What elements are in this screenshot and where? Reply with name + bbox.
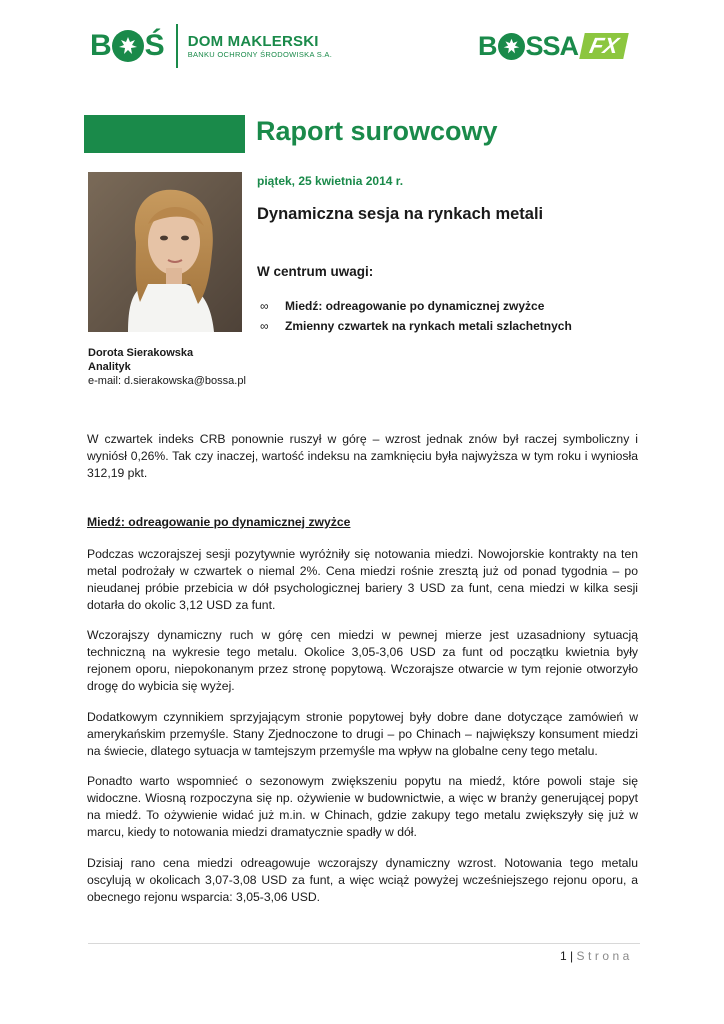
- body-paragraph: Wczorajszy dynamiczny ruch w górę cen miedzi w pewnej mierze jest uzasadniony sytuacją techniczną na wykresie tego metalu. Okolice 3,05-3,06 USD za funt od początku kwietnia były rejonem oporu, niepokonanym przez stronę popytową. Wczorajsze otwarcie w tym rejonie otworzyło drogę do wybicia się wyżej.: [87, 628, 638, 693]
- title-accent-bar: [84, 115, 245, 153]
- page-label: Strona: [576, 949, 633, 963]
- page-number: 1: [560, 949, 567, 963]
- page-footer: [560, 949, 633, 963]
- intro-paragraph: W czwartek indeks CRB ponownie ruszył w górę – wzrost jednak znów był raczej symboliczny i wyniósł 0,26%. Tak czy inaczej, wartość indeksu na zamknięciu była najwyższa w tym roku i wyniosła 312,19 pkt.: [87, 432, 638, 480]
- infinity-bullet-icon: ∞: [260, 299, 269, 313]
- section-heading: Miedź: odreagowanie po dynamicznej zwyżce: [87, 515, 351, 529]
- infinity-bullet-icon: ∞: [260, 319, 269, 333]
- bossa-logo-letters-ssa: SSA: [525, 30, 579, 61]
- logo-divider: [176, 24, 178, 68]
- dm-title: DOM MAKLERSKI: [187, 32, 319, 50]
- footer-separator: |: [570, 949, 574, 963]
- report-subtitle: Dynamiczna sesja na rynkach metali: [257, 205, 544, 223]
- body-paragraph: Dzisiaj rano cena miedzi odreagowuje wczorajszy dynamiczny wzrost. Notowania tego metalu oscylują w okolicach 3,07-3,08 USD za funt, a więc wciąż powyżej wcześniejszego rejonu oporu, a obecnego rejonu wsparcia: 3,05-3,06 USD.: [87, 856, 638, 904]
- footer-divider: [88, 943, 640, 944]
- analyst-photo-image: [88, 172, 242, 332]
- bos-logo: [90, 24, 332, 68]
- author-email[interactable]: e-mail: d.sierakowska@bossa.pl: [88, 375, 246, 387]
- leaf-icon: [112, 30, 144, 62]
- focus-item-text: Miedź: odreagowanie po dynamicznej zwyżce: [285, 299, 545, 313]
- list-item: [260, 296, 572, 316]
- report-title: Raport surowcowy: [256, 116, 498, 146]
- bossa-logo-text: [478, 31, 578, 62]
- focus-item-text: Zmienny czwartek na rynkach metali szlachetnych: [285, 319, 572, 333]
- leaf-icon: [498, 33, 525, 60]
- report-date: piątek, 25 kwietnia 2014 r.: [257, 174, 404, 188]
- author-role: Analityk: [88, 361, 131, 373]
- leaf-icon-shape: [117, 35, 139, 57]
- bos-logo-letter-b: B: [90, 29, 111, 62]
- dm-label: [188, 33, 332, 60]
- bos-logo-letter-s: Ś: [144, 29, 164, 62]
- fx-badge: FX: [579, 33, 629, 59]
- body-paragraph: Podczas wczorajszej sesji pozytywnie wyróżniły się notowania miedzi. Nowojorskie kontrakty na ten metal podrożały w czwartek o niemal 2%. Cena miedzi rośnie zresztą już od ponad tygodnia – po nieudanej próbie przebicia w dół psychologicznej bariery 3 USD za funt, cena miedzi w kilka sesji dotarła do okolic 3,12 USD za funt.: [87, 547, 638, 612]
- focus-heading: W centrum uwagi:: [257, 264, 374, 279]
- body-paragraph: Ponadto warto wspomnieć o sezonowym zwiększeniu popytu na miedź, które powoli staje się widoczne. Wiosną rozpoczyna się np. ożywienie w budownictwie, a więc w branży generującej popyt na miedź. To ożywienie widać już m.in. w Chinach, gdzie zakupy tego metalu zwiększyły się już w marcu, kiedy to notowania miedzi dramatycznie spadły w dół.: [87, 774, 638, 839]
- author-name: Dorota Sierakowska: [88, 347, 194, 359]
- bos-logo-text: [90, 29, 164, 63]
- bossa-fx-logo: [478, 30, 626, 62]
- dm-subtitle: BANKU OCHRONY ŚRODOWISKA S.A.: [187, 49, 333, 59]
- leaf-icon-shape: [502, 37, 521, 56]
- body-paragraph: Dodatkowym czynnikiem sprzyjającym stronie popytowej były dobre dane dotyczące zamówień w amerykańskim przemyśle. Stany Zjednoczone to drugi – po Chinach – największy konsument miedzi na świecie, dlatego sytuacja w tamtejszym przemyśle ma wpływ na globalne ceny tego metalu.: [87, 710, 638, 758]
- author-block: [88, 346, 246, 388]
- list-item: [260, 316, 572, 336]
- bossa-logo-letter-b: B: [478, 30, 497, 61]
- focus-list: [260, 296, 572, 336]
- analyst-photo: [88, 172, 242, 332]
